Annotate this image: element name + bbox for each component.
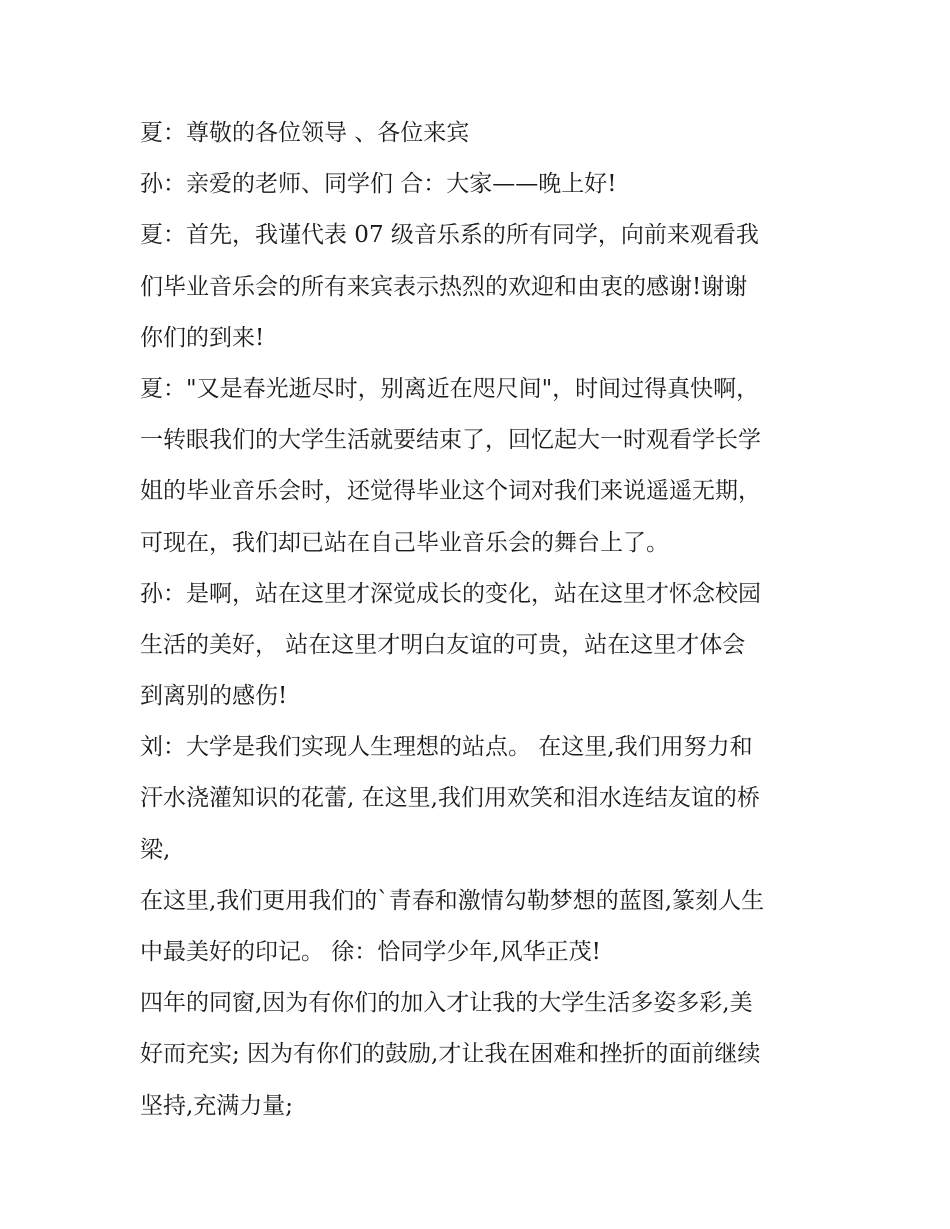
text-line: 坚持,充满力量; [140, 1092, 294, 1119]
text-line: 刘：大学是我们实现人生理想的站点。 在这里,我们用努力和 [140, 734, 753, 761]
text-line: 夏：尊敬的各位领导 、各位来宾 [140, 120, 470, 146]
text-line: 好而充实; 因为有你们的鼓励,才让我在困难和挫折的面前继续 [140, 1041, 761, 1068]
text-line: 中最美好的印记。 徐：恰同学少年,风华正茂! [140, 939, 601, 965]
text-line: 四年的同窗,因为有你们的加入才让我的大学生活多姿多彩,美 [140, 990, 753, 1017]
text-line: 生活的美好， 站在这里才明白友谊的可贵，站在这里才体会 [140, 631, 746, 658]
text-line: 孙：亲爱的老师、同学们 合：大家——晚上好! [140, 171, 617, 198]
text-line: 一转眼我们的大学生活就要结束了，回忆起大一时观看学长学 [140, 427, 761, 454]
text-line: 夏："又是春光逝尽时，别离近在咫尺间"，时间过得真快啊， [140, 375, 760, 402]
text-line: 夏：首先，我谨代表 07 级音乐系的所有同学，向前来观看我 [140, 222, 759, 249]
speech-script-text [140, 108, 820, 1132]
text-line: 姐的毕业音乐会时，还觉得毕业这个词对我们来说遥遥无期， [140, 478, 761, 505]
text-line: 到离别的感伤! [140, 683, 288, 710]
text-line: 梁, [140, 836, 171, 863]
text-line: 汗水浇灌知识的花蕾, 在这里,我们用欢笑和泪水连结友谊的桥 [140, 785, 760, 812]
text-line: 们毕业音乐会的所有来宾表示热烈的欢迎和由衷的感谢!谢谢 [140, 273, 748, 300]
text-line: 孙：是啊，站在这里才深觉成长的变化，站在这里才怀念校园 [140, 580, 761, 607]
text-line: 可现在，我们却已站在自己毕业音乐会的舞台上了。 [140, 529, 669, 556]
text-line: 在这里,我们更用我们的`青春和激情勾勒梦想的蓝图,篆刻人生 [140, 887, 765, 914]
text-line: 你们的到来! [140, 324, 265, 351]
